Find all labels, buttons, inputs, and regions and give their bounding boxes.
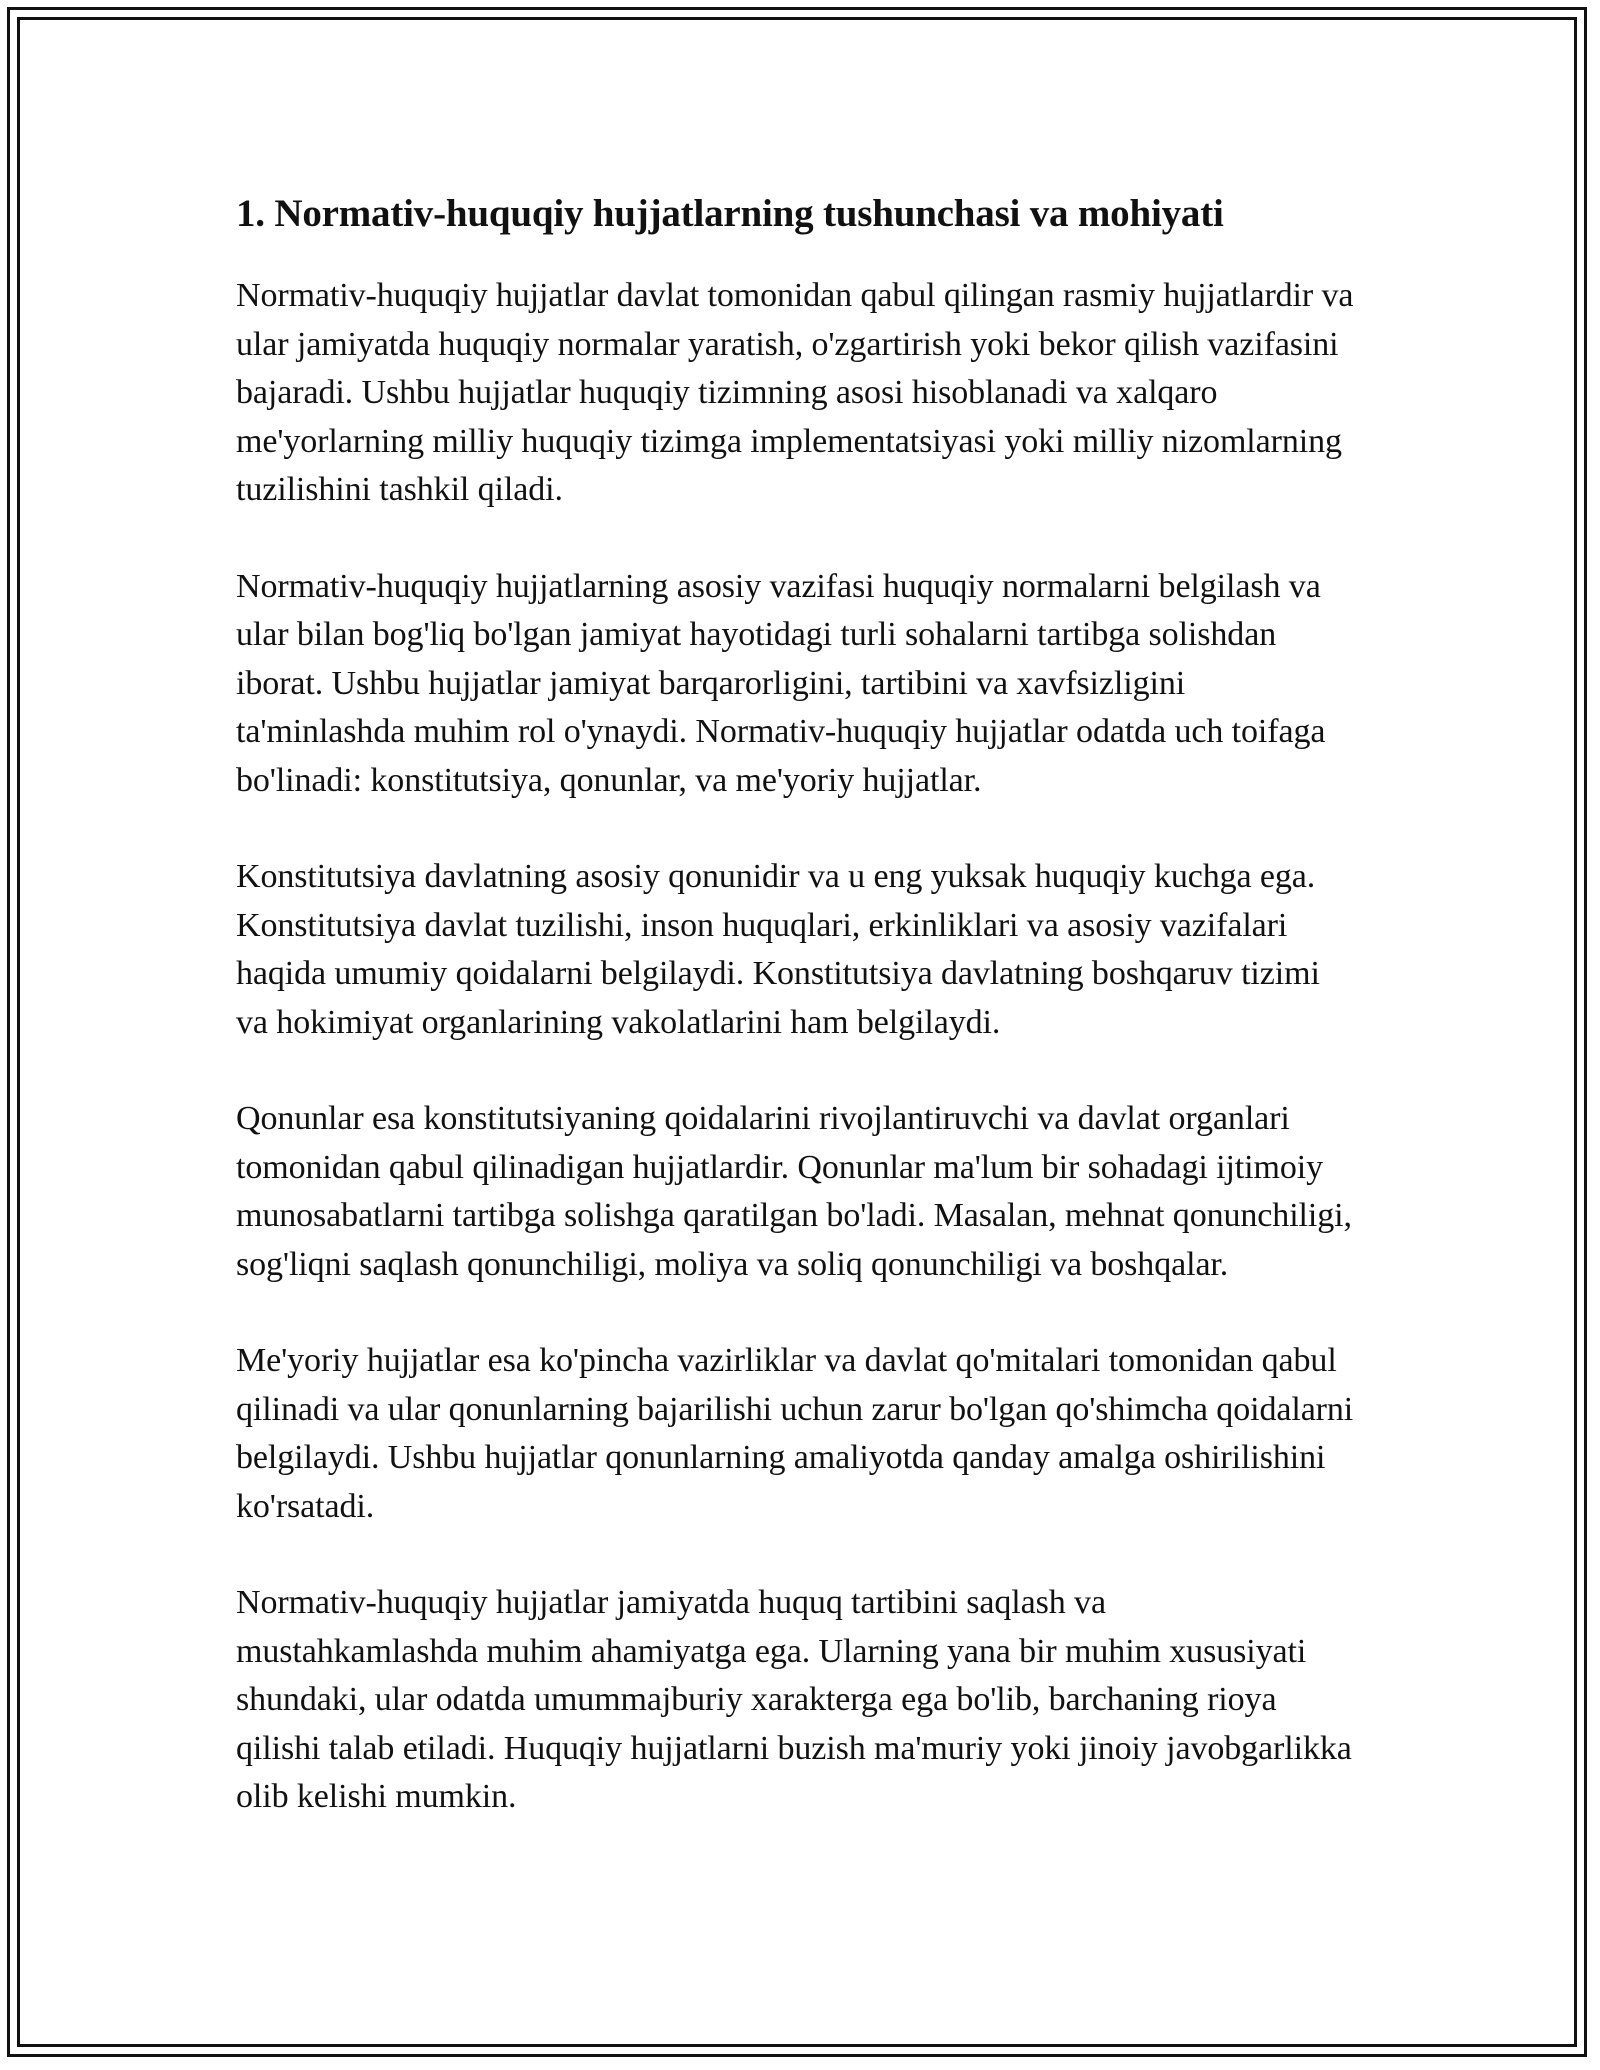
paragraph-4: Qonunlar esa konstitutsiyaning qoidalarini rivojlantiruvchi va davlat organlari tomonidan qabul qilinadigan hujjatlardir. Qonunlar ma'lum bir sohadagi ijtimoiy munosabatlarni tartibga solishga qaratilgan bo'ladi. Masalan, mehnat qonunchiligi, sog'liqni saqlash qonunchiligi, moliya va soliq qonunchiligi va boshqalar. — [236, 1100, 1352, 1283]
paragraph-2: Normativ-huquqiy hujjatlarning asosiy vazifasi huquqiy normalarni belgilash va ular bilan bog'liq bo'lgan jamiyat hayotidagi turli sohalarni tartibga solishdan iborat. Ushbu hujjatlar jamiyat barqarorligini, tartibini va xavfsizligini ta'minlashda muhim rol o'ynaydi. Normativ-huquqiy hujjatlar odatda uch toifaga bo'linadi: konstitutsiya, qonunlar, va me'yoriy hujjatlar. — [236, 567, 1326, 799]
document-body — [236, 186, 1356, 1870]
paragraph-5: Me'yoriy hujjatlar esa ko'pincha vazirliklar va davlat qo'mitalari tomonidan qabul qilinadi va ular qonunlarning bajarilishi uchun zarur bo'lgan qo'shimcha qoidalarni belgilaydi. Ushbu hujjatlar qonunlarning amaliyotda qanday amalga oshirilishini ko'rsatadi. — [236, 1342, 1354, 1525]
page-title: 1. Normativ-huquqiy hujjatlarning tushunchasi va mohiyati — [236, 192, 1224, 235]
paragraph-6: Normativ-huquqiy hujjatlar jamiyatda huquq tartibini saqlash va mustahkamlashda muhim ahamiyatga ega. Ularning yana bir muhim xususiyati shundaki, ular odatda umummajburiy xarakterga ega bo'lib, barchaning rioya qilishi talab etiladi. Huquqiy hujjatlarni buzish ma'muriy yoki jinoiy javobgarlikka olib kelishi mumkin. — [236, 1584, 1352, 1815]
paragraph-1: Normativ-huquqiy hujjatlar davlat tomonidan qabul qilingan rasmiy hujjatlardir va ular jamiyatda huquqiy normalar yaratish, o'zgartirish yoki bekor qilish vazifasini bajaradi. Ushbu hujjatlar huquqiy tizimning asosi hisoblanadi va xalqaro me'yorlarning milliy huquqiy tizimga implementatsiyasi yoki milliy nizomlarning tuzilishini tashkil qiladi. — [236, 277, 1354, 508]
paragraph-3: Konstitutsiya davlatning asosiy qonunidir va u eng yuksak huquqiy kuchga ega. Konstitutsiya davlat tuzilishi, inson huquqlari, erkinliklari va asosiy vazifalari haqida umumiy qoidalarni belgilaydi. Konstitutsiya davlatning boshqaruv tizimi va hokimiyat organlarining vakolatlarini ham belgilaydi. — [236, 858, 1320, 1041]
